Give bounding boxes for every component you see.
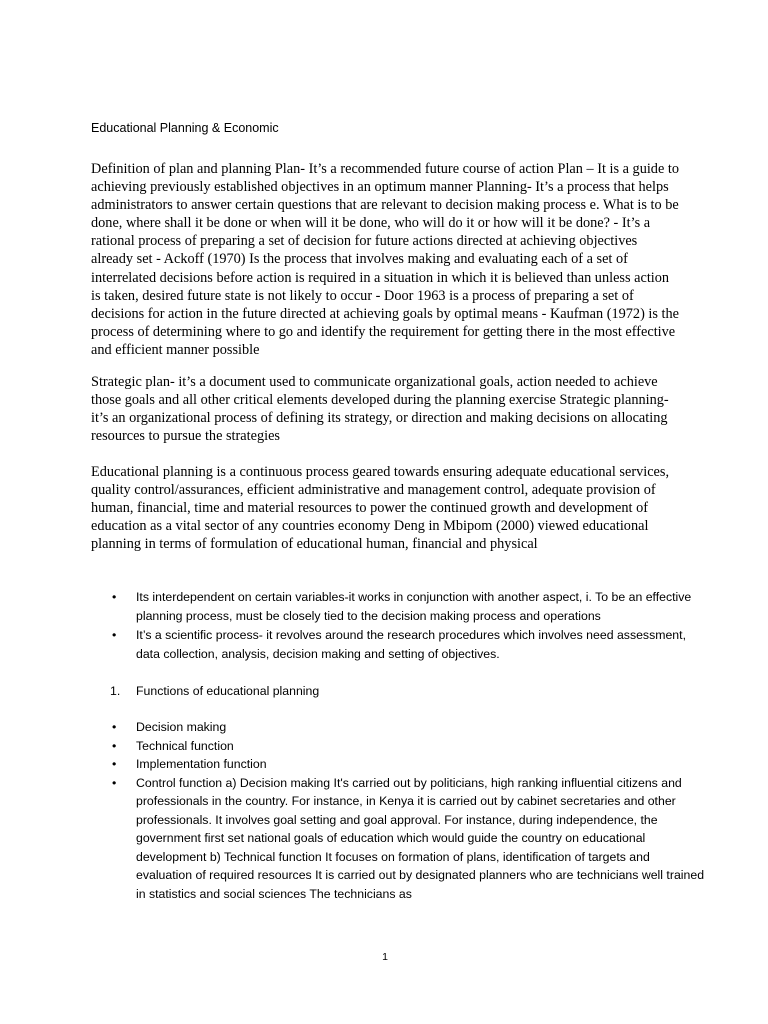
- numbered-list: [91, 682, 706, 701]
- bullet-icon: •: [112, 757, 117, 771]
- bullet-icon: •: [112, 775, 117, 790]
- list-item: [91, 626, 706, 663]
- list-item-text: Technical function: [136, 738, 234, 753]
- characteristics-list: [91, 588, 706, 664]
- list-item-text: Decision making: [136, 720, 227, 734]
- list-item-text: It’s a scientific process- it revolves around the research procedures which involves need assessment, data collection, analysis, decision making and setting of objectives.: [136, 628, 686, 661]
- list-number: 1.: [110, 684, 121, 698]
- document-heading: Educational Planning & Economic: [91, 121, 279, 135]
- paragraph-educational-planning: Educational planning is a continuous process geared towards ensuring adequate educational services, quality control/assurances, efficient administrative and management control, adequate provision of human, financial, time and material resources to power the continued growth and development of education as a vital sector of any countries economy Deng in Mbipom (2000) viewed educational planning in terms of formulation of educational human, financial and physical: [91, 464, 670, 553]
- list-item: [91, 718, 706, 737]
- list-item: [91, 755, 706, 774]
- list-item: [91, 737, 706, 756]
- numbered-list-item: [91, 682, 706, 701]
- bullet-icon: •: [112, 590, 117, 604]
- list-item-text: Implementation function: [136, 757, 267, 771]
- list-item-text: Control function a) Decision making It's carried out by politicians, high ranking influential citizens and professionals in the country. For instance, in Kenya it is carried out by cabinet secretaries and other professionals. It involves goal setting and goal approval. For instance, during independence, the government first set national goals of education which would guide the country on educational development b) Technical function It focuses on formation of plans, identification of targets and evaluation of required resources It is carried out by designated planners who are technicians well trained in statistics and social sciences The technicians as: [136, 775, 705, 901]
- paragraph-definition: Definition of plan and planning Plan- It’s a recommended future course of action Plan – It is a guide to achieving previously established objectives in an optimum manner Planning- It’s a process that helps administrators to answer certain questions that are relevant to decision making process e. What is to be done, where shall it be done or when will it be done, who will do it or how will it be done? - It’s a rational process of preparing a set of decision for future actions directed at achieving objectives already set - Ackoff (1970) Is the process that involves making and evaluating each of a set of interrelated decisions before action is required in a situation in which it is believed than unless action is taken, desired future state is not likely to occur - Door 1963 is a process of preparing a set of decisions for action in the future directed at achieving goals by optimal means - Kaufman (1972) is the process of determining where to go and identify the requirement for getting there in the most effective and efficient manner possible: [91, 161, 680, 358]
- paragraph-strategic-plan: Strategic plan- it’s a document used to communicate organizational goals, action needed to achieve those goals and all other critical elements developed during the planning exercise Strategic planning- it’s an organizational process of defining its strategy, or direction and making decisions on allocating resources to pursue the strategies: [91, 374, 669, 445]
- page-number: 1: [382, 951, 388, 963]
- list-item: [91, 588, 706, 625]
- list-item: [91, 774, 706, 904]
- list-item-text: Functions of educational planning: [136, 684, 320, 698]
- functions-list: [91, 718, 706, 903]
- list-item-text: Its interdependent on certain variables-it works in conjunction with another aspect, i. To be an effective planning process, must be closely tied to the decision making process and operations: [136, 590, 692, 623]
- bullet-icon: •: [112, 628, 117, 642]
- bullet-icon: •: [112, 738, 117, 753]
- bullet-icon: •: [112, 720, 117, 734]
